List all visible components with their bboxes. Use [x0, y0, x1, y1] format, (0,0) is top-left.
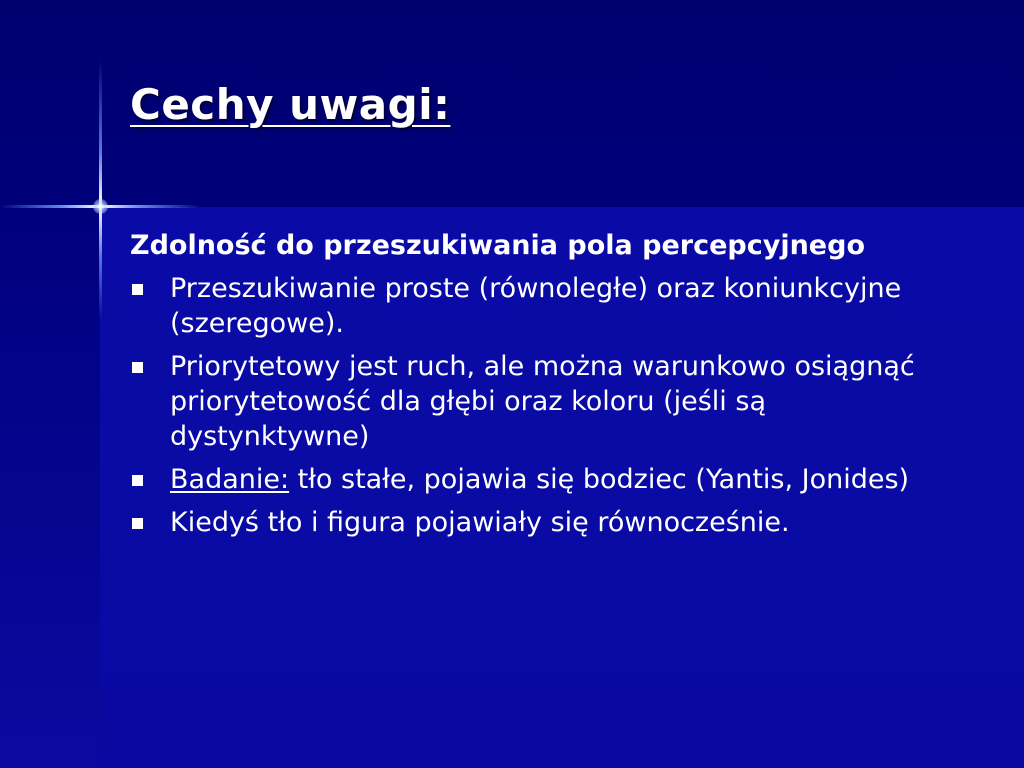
bullet-item	[130, 271, 950, 341]
square-bullet-icon	[132, 518, 143, 529]
square-bullet-icon	[132, 284, 143, 295]
bullet-text: tło stałe, pojawia się bodziec (Yantis, Jonides)	[289, 464, 910, 495]
bullet-text: Przeszukiwanie proste (równoległe) oraz koniunkcyjne (szeregowe).	[170, 273, 902, 339]
bullet-label: Badanie:	[170, 464, 290, 495]
sparkle-star-icon	[93, 199, 108, 214]
section-heading: Zdolność do przeszukiwania pola percepcyjnego	[130, 230, 865, 261]
bullet-item	[130, 462, 950, 497]
bullet-item	[130, 505, 950, 540]
sparkle-vertical-ray	[99, 60, 102, 320]
bullet-text: Priorytetowy jest ruch, ale można warunkowo osiągnąć priorytetowość dla głębi oraz koloru (jeśli są dystynktywne)	[170, 351, 915, 452]
slide-content	[130, 228, 950, 548]
slide-title: Cechy uwagi:	[130, 80, 451, 129]
bullet-text: Kiedyś tło i figura pojawiały się równocześnie.	[170, 507, 790, 538]
left-band	[0, 207, 100, 768]
square-bullet-icon	[132, 362, 143, 373]
square-bullet-icon	[132, 475, 143, 486]
bullet-list	[130, 271, 950, 540]
bullet-item	[130, 349, 950, 454]
